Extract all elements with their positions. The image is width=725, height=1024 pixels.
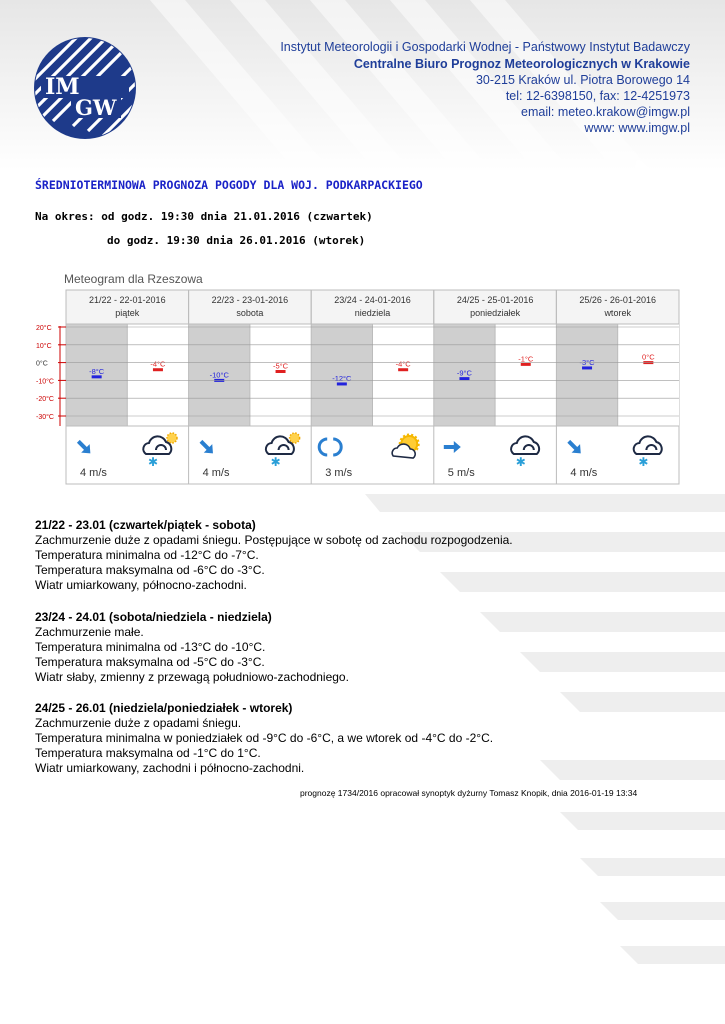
snowflake-icon: ✱ [515,455,526,469]
section-line: Zachmurzenie duże z opadami śniegu. Postępujące w sobotę od zachodu rozpogodzenia. [35,533,513,547]
section-line: Wiatr słaby, zmienny z przewagą południowo-zachodniego. [35,670,349,684]
day-column [618,324,679,426]
section-line: Zachmurzenie duże z opadami śniegu. [35,716,242,730]
svg-text:IM: IM [45,74,80,100]
y-tick-label: 10°C [36,342,52,350]
tmin-label: -8°C [89,366,105,376]
section-line: Temperatura minimalna od -13°C do -10°C. [35,640,266,654]
tmax-label: -5°C [273,361,289,371]
tmax-label: -1°C [518,354,534,364]
forecast-section-2 [35,610,349,685]
address: 30-215 Kraków ul. Piotra Borowego 14 [475,73,690,87]
day-name-label: wtorek [604,308,631,318]
day-range-label: 23/24 - 24-01-2016 [334,295,411,305]
tmax-label: 0°C [642,352,655,362]
section-line: Zachmurzenie małe. [35,625,144,639]
snowflake-icon: ✱ [148,455,159,469]
sun-icon [290,433,300,443]
day-name-label: poniedziałek [470,308,521,318]
day-column [127,324,188,426]
www-link[interactable]: www: www.imgw.pl [584,121,690,135]
phone-fax: tel: 12-6398150, fax: 12-4251973 [505,89,690,103]
section-heading: 24/25 - 26.01 (niedziela/poniedziałek - wtorek) [35,701,293,715]
section-line: Temperatura maksymalna od -5°C do -3°C. [35,655,265,669]
wind-speed-label: 4 m/s [570,467,598,479]
day-range-label: 21/22 - 22-01-2016 [89,295,166,305]
forecast-title: ŚREDNIOTERMINOWA PROGNOZA POGODY DLA WOJ. PODKARPACKIEGO [35,178,423,192]
day-range-label: 22/23 - 23-01-2016 [211,295,289,305]
section-heading: 21/22 - 23.01 (czwartek/piątek - sobota) [35,518,256,532]
day-name-label: sobota [236,308,264,318]
tmin-label: -9°C [456,368,472,378]
imgw-logo [33,36,137,140]
section-line: Temperatura maksymalna od -1°C do 1°C. [35,746,261,760]
day-name-label: niedziela [354,308,391,318]
tmax-label: -4°C [150,359,166,369]
institute-name: Instytut Meteorologii i Gospodarki Wodnej - Państwowy Instytut Badawczy [280,40,690,54]
tmin-label: -10°C [209,370,229,380]
period-from: Na okres: od godz. 19:30 dnia 21.01.2016 (czwartek) [35,210,373,223]
day-name-label: piątek [115,308,140,318]
wind-speed-label: 4 m/s [80,467,107,479]
meteogram-title: Meteogram dla Rzeszowa [64,272,203,286]
y-tick-label: 0°C [36,360,48,368]
svg-text:GW: GW [75,95,117,120]
wind-speed-label: 3 m/s [325,467,353,479]
day-range-label: 25/26 - 26-01-2016 [579,295,656,305]
meteogram [36,268,690,490]
day-range-label: 24/25 - 25-01-2016 [456,295,534,305]
bureau-name: Centralne Biuro Prognoz Meteorologicznych w Krakowie [353,57,690,71]
snowflake-icon: ✱ [638,455,649,469]
y-tick-label: -10°C [36,378,54,386]
tmin-label: -12°C [332,373,352,383]
section-line: Temperatura minimalna w poniedziałek od -9°C do -6°C, a we wtorek od -4°C do -2°C. [35,731,494,745]
forecast-section-1 [35,518,513,593]
section-line: Wiatr umiarkowany, północno-zachodni. [35,578,247,592]
email-link[interactable]: email: meteo.krakow@imgw.pl [521,105,690,119]
wind-speed-label: 4 m/s [202,467,230,479]
section-heading: 23/24 - 24.01 (sobota/niedziela - niedziela) [35,610,272,624]
snowflake-icon: ✱ [270,455,281,469]
day-column [373,324,434,426]
sun-icon [167,433,177,443]
tmin-label: -3°C [579,357,595,367]
night-column [556,324,617,426]
section-line: Wiatr umiarkowany, zachodni i północno-zachodni. [35,761,305,775]
forecast-section-3 [35,701,493,776]
section-line: Temperatura maksymalna od -6°C do -3°C. [35,563,265,577]
y-tick-label: -30°C [36,414,54,421]
wind-speed-label: 5 m/s [447,467,475,479]
y-tick-label: 20°C [36,325,52,332]
footer-note: prognozę 1734/2016 opracował synoptyk dyżurny Tomasz Knopik, dnia 2016-01-19 13:34 [300,788,638,798]
section-line: Temperatura minimalna od -12°C do -7°C. [35,548,259,562]
period-to: do godz. 19:30 dnia 26.01.2016 (wtorek) [107,234,366,247]
y-tick-label: -20°C [36,396,54,404]
tmax-label: -4°C [395,359,411,369]
day-column [250,324,311,426]
day-column [495,324,556,426]
